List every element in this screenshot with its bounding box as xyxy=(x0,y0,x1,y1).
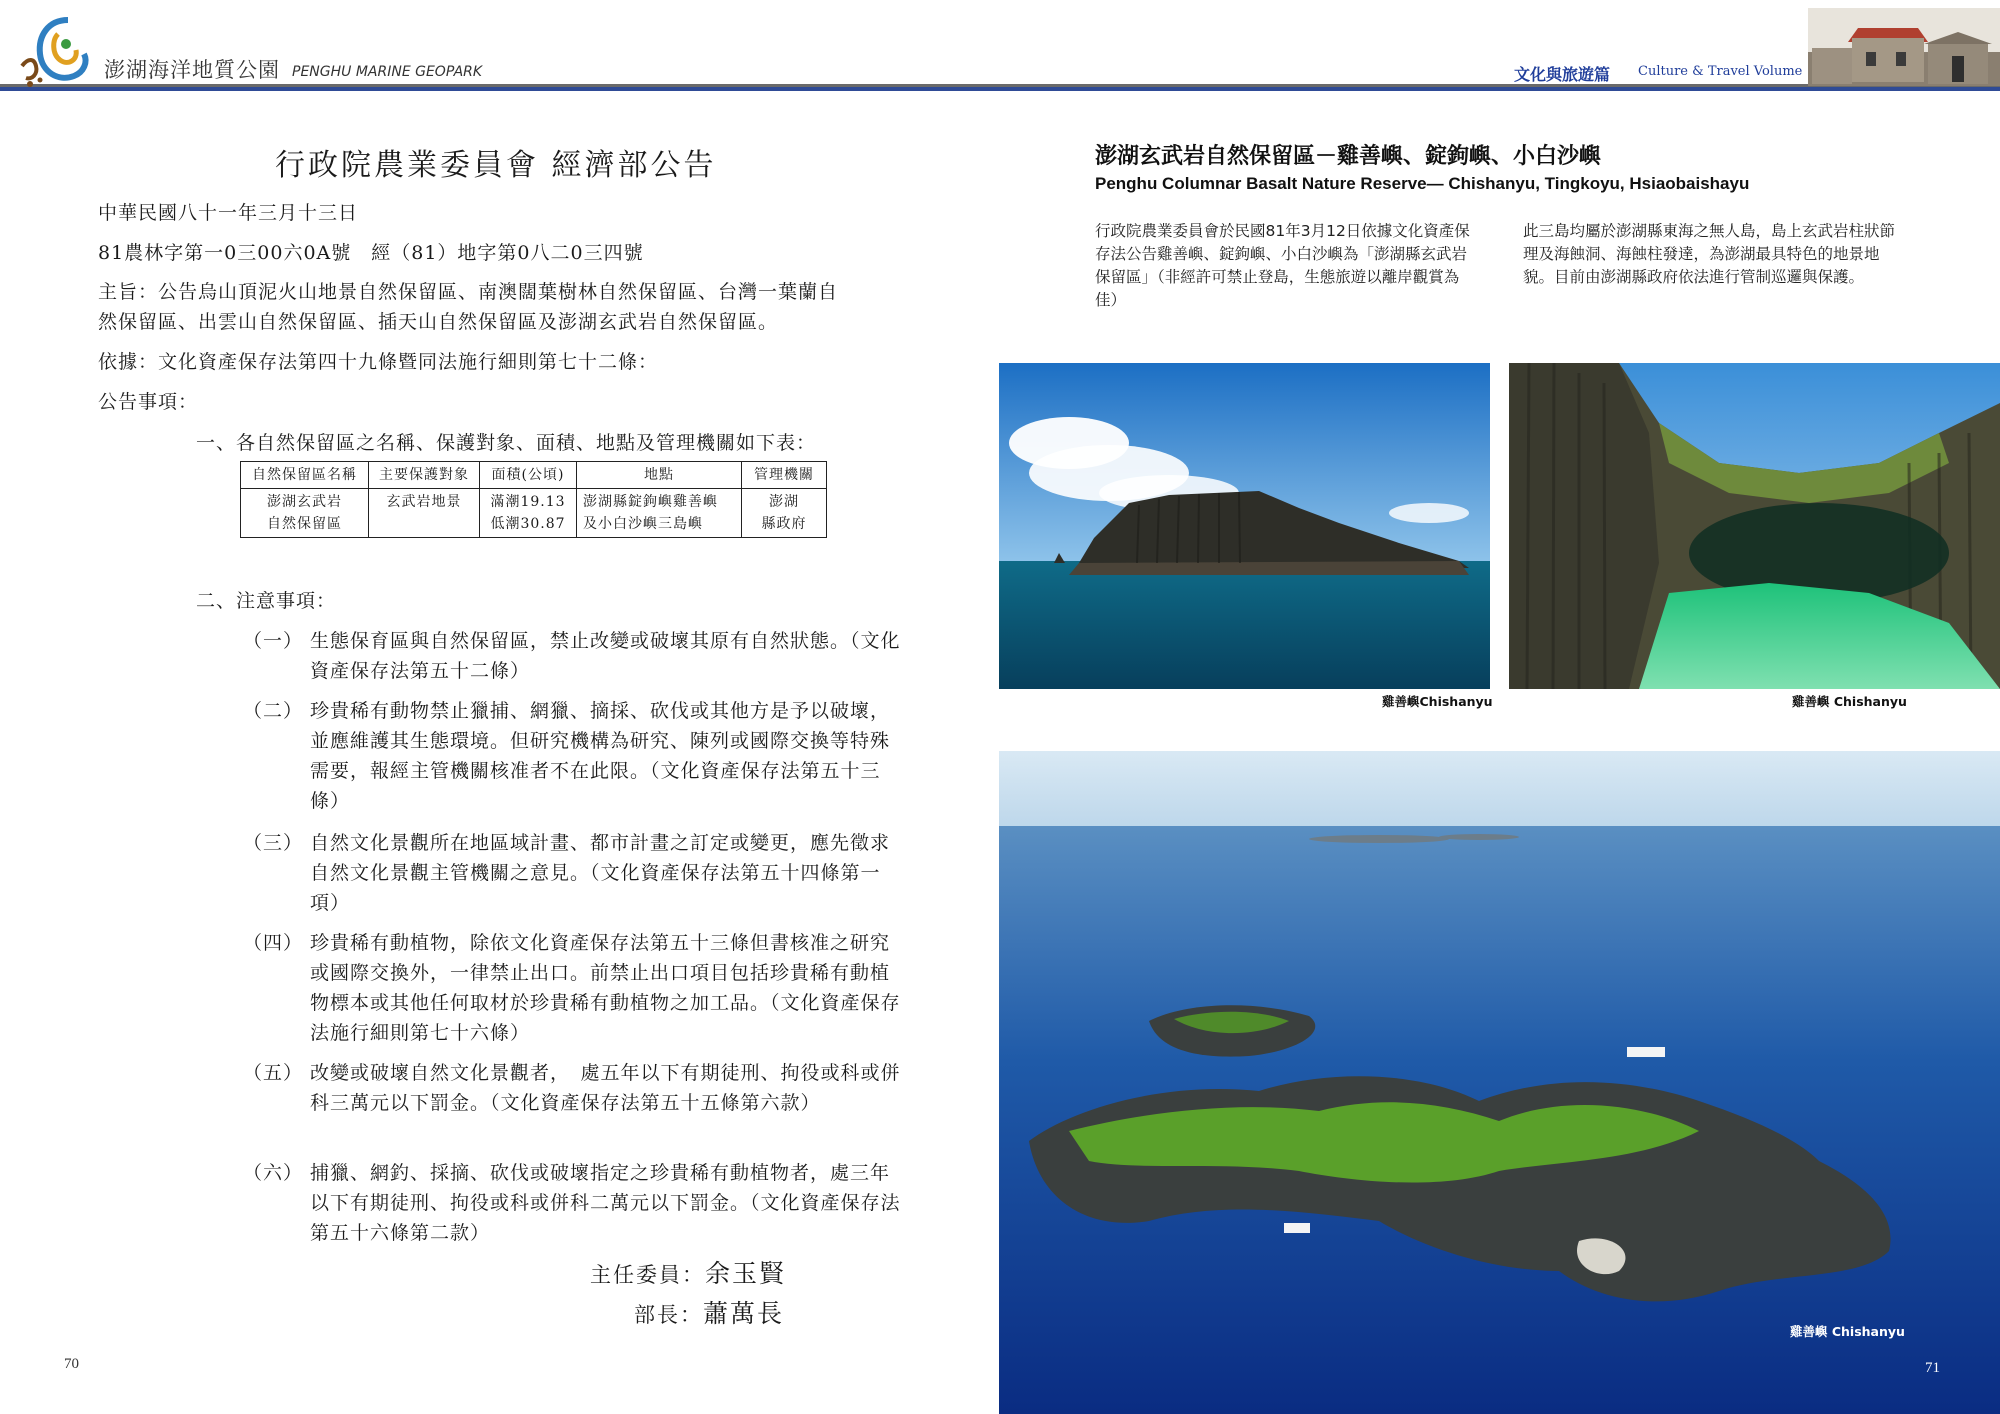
note-text: 珍貴稀有動植物，除依文化資產保存法第五十三條但書核准之研究或國際交換外，一律禁止出口。前禁止出口項目包括珍貴稀有動植物標本或其他任何取材於珍貴稀有動植物之加工品。（文化資產保存法施行細則第七十六條） xyxy=(310,932,901,1044)
note-text: 捕獵、網釣、採摘、砍伐或破壞指定之珍貴稀有動植物者，處三年以下有期徒刑、拘役或科或併科二萬元以下罰金。（文化資產保存法第五十六條第二款） xyxy=(310,1162,901,1244)
photo-chishanyu-aerial xyxy=(999,751,2000,1414)
item-2-heading: 二、注意事項： xyxy=(196,590,337,612)
table-cell-agency: 澎湖 縣政府 xyxy=(742,489,827,538)
note-item-4 xyxy=(243,928,908,1048)
note-item-3 xyxy=(243,828,908,918)
table-cell-object: 玄武岩地景 xyxy=(369,489,480,538)
stone-house-photo xyxy=(1808,8,2000,86)
geopark-logo-icon xyxy=(18,14,100,92)
note-item-2 xyxy=(243,696,908,816)
document-numbers: 81農林字第一0三00六0A號 經（81）地字第0八二0三四號 xyxy=(98,242,644,264)
intro-paragraph-left: 行政院農業委員會於民國81年3月12日依據文化資產保存法公告雞善嶼、錠鉤嶼、小白沙嶼為「澎湖縣玄武岩保留區」（非經許可禁止登島，生態旅遊以離岸觀賞為佳） xyxy=(1095,222,1470,309)
note-number: （六） xyxy=(243,1162,304,1184)
note-item-1 xyxy=(243,626,908,686)
note-text: 改變或破壞自然文化景觀者， 處五年以下有期徒刑、拘役或科或併科三萬元以下罰金。（文化資產保存法第五十五條第六款） xyxy=(310,1062,901,1114)
announcement-date: 中華民國八十一年三月十三日 xyxy=(98,202,359,224)
announcement-title: 行政院農業委員會 經濟部公告 xyxy=(275,148,717,183)
signer-minister-name: 蕭萬長 xyxy=(703,1299,785,1328)
items-heading: 公告事項： xyxy=(98,391,199,413)
note-item-6 xyxy=(243,1158,908,1248)
photo-caption-2: 雞善嶼 Chishanyu xyxy=(1792,694,1907,709)
signer-minister: 部長：蕭萬長 xyxy=(634,1299,785,1328)
table-header-cell: 主要保護對象 xyxy=(369,462,480,489)
table-header-cell: 自然保留區名稱 xyxy=(241,462,369,489)
legal-basis: 依據：文化資產保存法第四十九條暨同法施行細則第七十二條： xyxy=(98,351,659,373)
note-number: （五） xyxy=(243,1062,304,1084)
signer-chairman: 主任委員：余玉賢 xyxy=(590,1259,787,1288)
table-row xyxy=(241,489,827,538)
volume-title-en: Culture & Travel Volume xyxy=(1638,64,1803,79)
signer-chairman-name: 余玉賢 xyxy=(705,1259,787,1288)
page-number-right: 71 xyxy=(1925,1360,1940,1376)
subject-line-1: 主旨：公告烏山頂泥火山地景自然保留區、南澳闊葉樹林自然保留區、台灣一葉蘭自 xyxy=(98,281,839,303)
logo-english-text: PENGHU MARINE GEOPARK xyxy=(292,64,483,80)
table-cell-location: 澎湖縣錠鉤嶼雞善嶼 及小白沙嶼三島嶼 xyxy=(577,489,742,538)
header-rule-blue xyxy=(0,87,2000,91)
table-cell-name: 澎湖玄武岩 自然保留區 xyxy=(241,489,369,538)
reserve-title-en: Penghu Columnar Basalt Nature Reserve— Chishanyu, Tingkoyu, Hsiaobaishayu xyxy=(1095,174,1750,193)
reserve-info-table xyxy=(240,461,827,538)
note-text: 珍貴稀有動物禁止獵捕、網獵、摘採、砍伐或其他方是予以破壞，並應維護其生態環境。但研究機構為研究、陳列或國際交換等特殊需要，報經主管機關核准者不在此限。（文化資產保存法第五十三條） xyxy=(310,700,891,812)
note-number: （三） xyxy=(243,832,304,854)
photo-caption-1: 雞善嶼Chishanyu xyxy=(1382,694,1493,709)
reserve-title-zh: 澎湖玄武岩自然保留區－雞善嶼、錠鉤嶼、小白沙嶼 xyxy=(1095,144,1602,169)
table-header-cell: 地點 xyxy=(577,462,742,489)
table-header-cell: 管理機關 xyxy=(742,462,827,489)
volume-title-zh: 文化與旅遊篇 xyxy=(1514,65,1611,84)
logo-text: 澎湖海洋地質公園 xyxy=(104,58,280,82)
note-text: 生態保育區與自然保留區，禁止改變或破壞其原有自然狀態。（文化資產保存法第五十二條） xyxy=(310,630,901,682)
photo-chishanyu-sea-view xyxy=(999,363,1490,689)
note-number: （二） xyxy=(243,700,304,722)
note-text: 自然文化景觀所在地區域計畫、都市計畫之訂定或變更，應先徵求自然文化景觀主管機關之意見。（文化資產保存法第五十四條第一項） xyxy=(310,832,891,914)
note-number: （四） xyxy=(243,932,304,954)
photo-caption-3: 雞善嶼 Chishanyu xyxy=(1790,1324,1905,1339)
photo-chishanyu-sea-cave xyxy=(1509,363,2000,689)
note-number: （一） xyxy=(243,630,304,652)
item-1-heading: 一、各自然保留區之名稱、保護對象、面積、地點及管理機關如下表： xyxy=(196,432,817,454)
table-header-row xyxy=(241,462,827,489)
note-item-5 xyxy=(243,1058,908,1118)
page-number-left: 70 xyxy=(64,1356,79,1372)
table-cell-area: 滿潮19.13 低潮30.87 xyxy=(480,489,577,538)
subject-line-2: 然保留區、出雲山自然保留區、插天山自然保留區及澎湖玄武岩自然保留區。 xyxy=(98,311,779,333)
intro-paragraph-right: 此三島均屬於澎湖縣東海之無人島，島上玄武岩柱狀節理及海蝕洞、海蝕柱發達，為澎湖最具特色的地景地貌。目前由澎湖縣政府依法進行管制巡邏與保護。 xyxy=(1523,222,1896,286)
table-header-cell: 面積(公頃) xyxy=(480,462,577,489)
